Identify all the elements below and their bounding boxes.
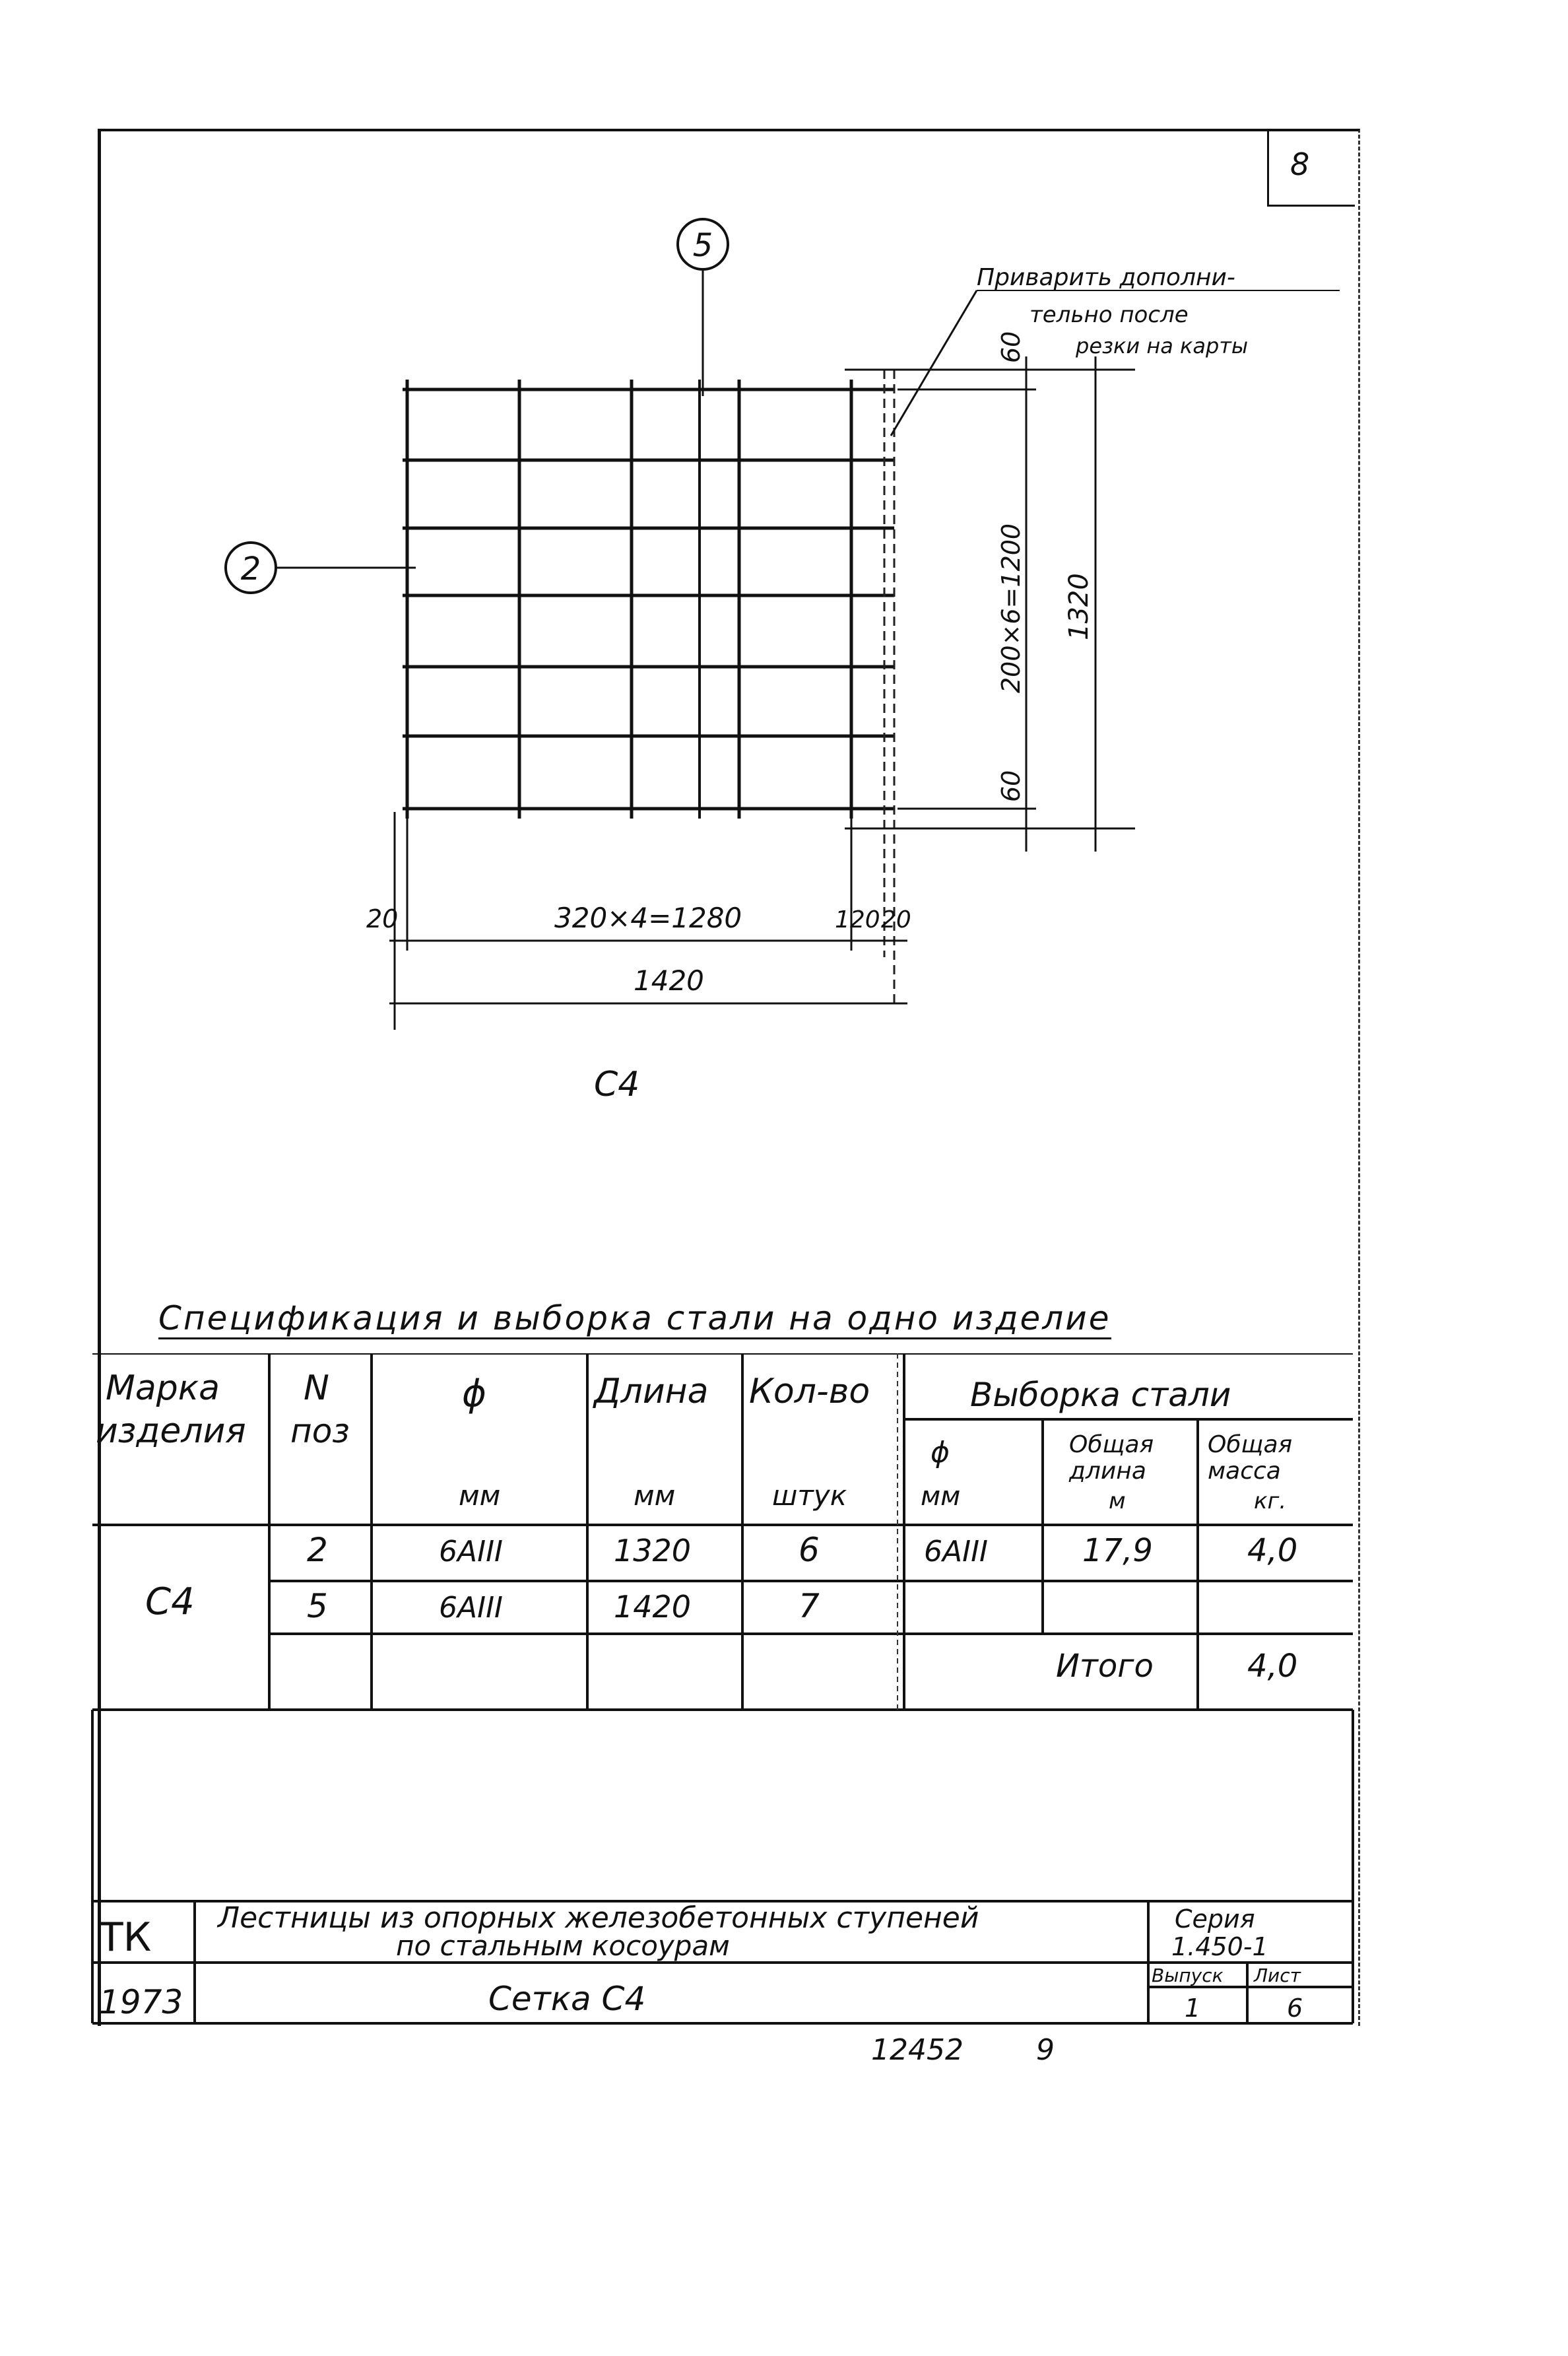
org: ТК [99,1914,152,1961]
hdr-pos-2: поз [290,1412,350,1450]
dim-bottom-60: 60 [996,770,1026,802]
dim-vertical-total: 1320 [1064,573,1094,640]
row1-length: 1320 [614,1533,692,1568]
row1-qty: 6 [799,1531,820,1569]
drawing-label: C4 [594,1065,640,1104]
hdr-qty: Кол-во [749,1372,870,1411]
dim-top-60: 60 [996,331,1026,363]
dim-right-20: 20 [881,906,911,933]
dim-horizontal-spacing: 320×4=1280 [554,902,742,934]
dim-right-120: 120 [835,906,880,933]
sel-total-mass: 4,0 [1247,1532,1298,1569]
mesh-grid [403,380,894,819]
hdr-length: Длина [594,1372,709,1411]
title-line-1: Лестницы из опорных железобетонных ступеней [218,1901,979,1935]
issue-label: Выпуск [1152,1965,1224,1986]
total-label: Итого [1056,1648,1154,1685]
hdr-sel-dia: ϕ [931,1436,950,1469]
hdr-selection: Выборка стали [970,1376,1231,1414]
hdr-total-length-1: Общая [1069,1431,1154,1458]
note-line-1: Приварить дополни- [977,264,1235,291]
series-label: Серия [1175,1904,1255,1934]
hdr-qty-unit: штук [772,1479,847,1512]
sel-total-length: 17,9 [1082,1532,1153,1569]
hdr-pos-1: N [304,1368,329,1408]
hdr-mark-2: изделия [96,1411,246,1451]
note-line-3: резки на карты [1076,333,1249,358]
dim-vertical-spacing: 200×6=1200 [996,523,1026,693]
title-block [0,1710,1568,2079]
footer-page: 9 [1036,2033,1055,2067]
page-label: Лист [1254,1965,1301,1986]
row2-length: 1420 [614,1589,692,1625]
issue-value: 1 [1185,1994,1201,2023]
note-line-2: тельно после [1029,302,1189,328]
hdr-length-unit: мм [634,1479,676,1512]
callout-5: 5 [692,227,713,264]
hdr-total-mass-unit: кг. [1254,1488,1287,1514]
spec-table [0,1353,1568,1723]
hdr-total-length-2: длина [1069,1458,1146,1485]
row2-pos: 5 [307,1587,328,1625]
hdr-total-mass-2: масса [1208,1458,1281,1485]
callout-2: 2 [240,551,261,588]
row2-qty: 7 [799,1587,820,1625]
footer-number: 12452 [871,2033,964,2067]
spec-title: Спецификация и выборка стали на одно изделие [158,1299,1111,1339]
sel-dia: 6AIII [924,1535,989,1568]
hdr-total-length-unit: м [1109,1488,1126,1514]
mark-value: C4 [145,1580,195,1623]
dim-horizontal-total: 1420 [634,964,704,997]
hdr-dia: ϕ [462,1372,486,1415]
mesh-drawing [0,0,1568,1122]
hdr-dia-unit: мм [459,1479,501,1512]
sheet-number: 8 [1290,147,1310,182]
year: 1973 [99,1983,183,2021]
page-value: 6 [1287,1994,1303,2023]
series-value: 1.450-1 [1171,1932,1268,1961]
row2-dia: 6AIII [439,1591,504,1625]
hdr-mark-1: Марка [106,1368,220,1408]
hdr-sel-dia-unit: мм [921,1481,961,1512]
hdr-total-mass-1: Общая [1208,1431,1293,1458]
dim-left-20: 20 [366,904,399,933]
sheet-name: Сетка C4 [488,1980,646,2018]
total-value: 4,0 [1247,1648,1298,1685]
row1-dia: 6AIII [439,1535,504,1568]
title-line-2: по стальным косоурам [396,1930,730,1962]
row1-pos: 2 [307,1531,328,1569]
